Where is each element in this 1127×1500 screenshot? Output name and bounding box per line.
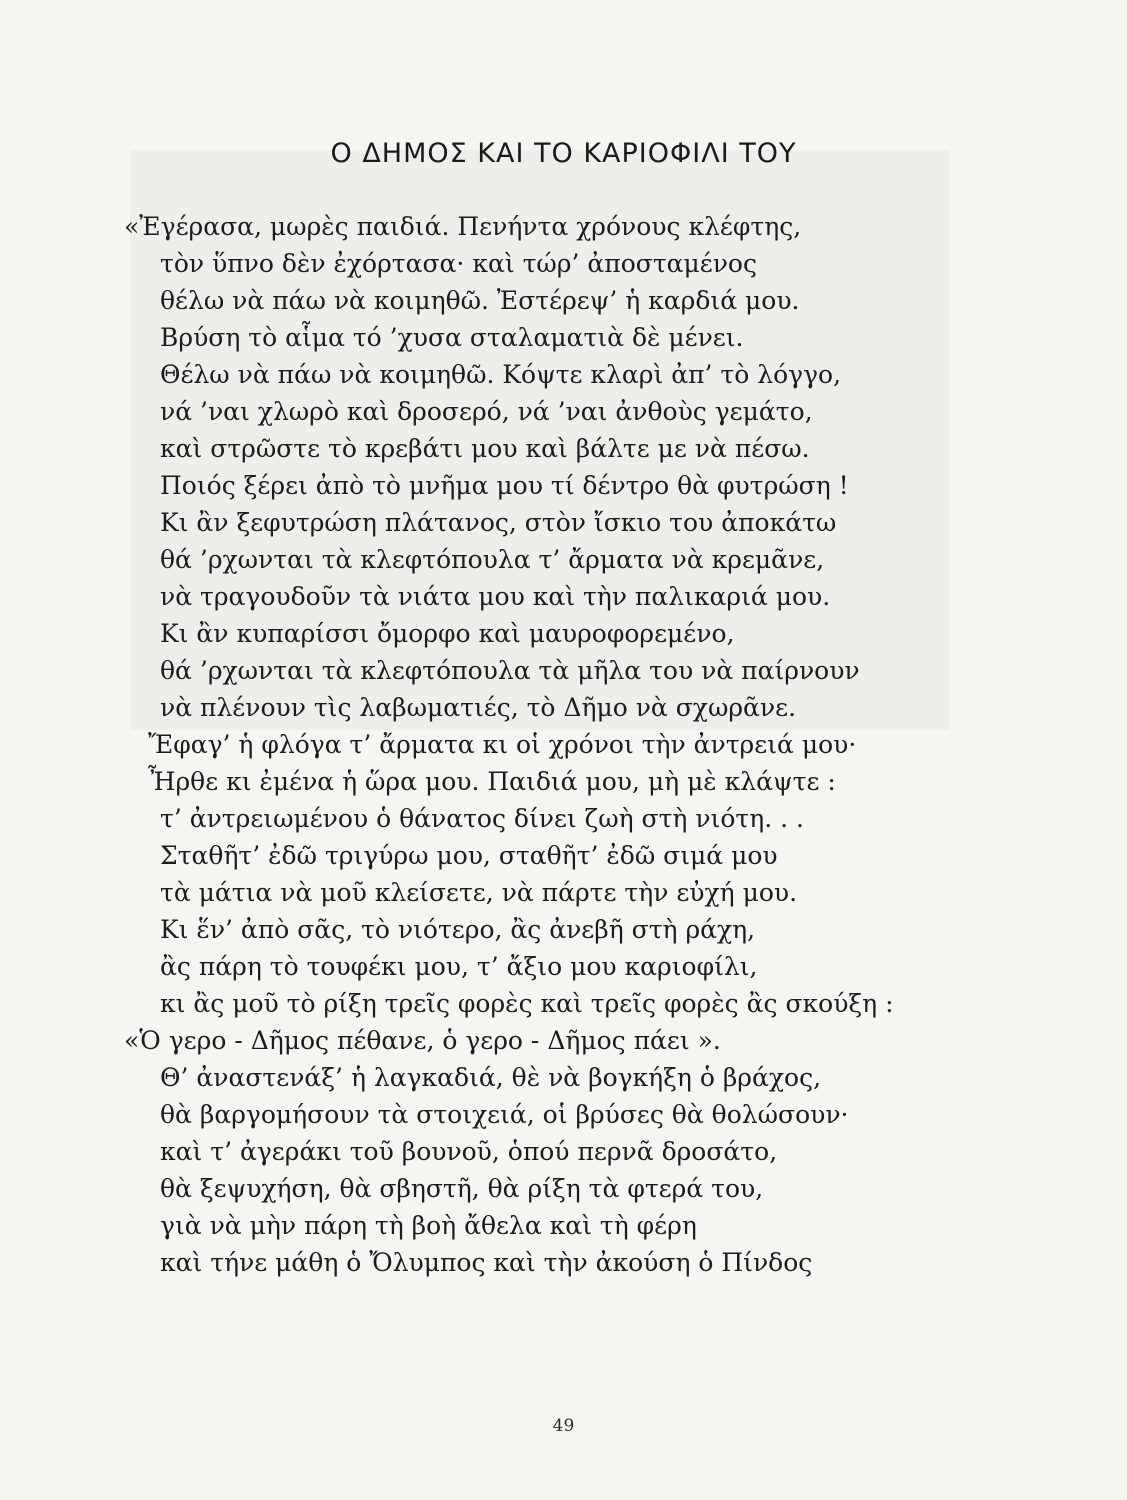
poem-line: τ’ ἀντρειωμένου ὁ θάνατος δίνει ζωὴ στὴ νιότη. . . xyxy=(160,804,804,833)
poem-line: «Ἐγέρασα, μωρὲς παιδιά. Πενήντα χρόνους κλέφτης, xyxy=(124,212,802,241)
poem-line: κι ἂς μοῦ τὸ ρίξη τρεῖς φορὲς καὶ τρεῖς φορὲς ἂς σκούξη : xyxy=(160,989,894,1018)
poem-line: τὰ μάτια νὰ μοῦ κλείσετε, νὰ πάρτε τὴν εὐχή μου. xyxy=(160,878,798,907)
poem-line: Σταθῆτ’ ἐδῶ τριγύρω μου, σταθῆτ’ ἐδῶ σιμά μου xyxy=(160,841,778,870)
poem-line: θὰ βαργομήσουν τὰ στοιχειά, οἱ βρύσες θὰ θολώσουν· xyxy=(160,1100,849,1129)
poem-line: καὶ στρῶστε τὸ κρεβάτι μου καὶ βάλτε με νὰ πέσω. xyxy=(160,434,810,463)
poem-line: γιὰ νὰ μὴν πάρη τὴ βοὴ ἄθελα καὶ τὴ φέρη xyxy=(160,1211,697,1240)
poem-line: καὶ τήνε μάθη ὁ Ὄλυμπος καὶ τὴν ἀκούση ὁ Πίνδος xyxy=(160,1248,813,1277)
poem-line: θέλω νὰ πάω νὰ κοιμηθῶ. Ἐστέρεψ’ ἡ καρδιά μου. xyxy=(160,286,800,315)
poem-line: ἂς πάρη τὸ τουφέκι μου, τ’ ἄξιο μου καριοφίλι, xyxy=(160,952,758,981)
poem-line: Θέλω νὰ πάω νὰ κοιμηθῶ. Κόψτε κλαρὶ ἀπ’ τὸ λόγγο, xyxy=(160,360,842,389)
poem-line: Κι ἕν’ ἀπὸ σᾶς, τὸ νιότερο, ἂς ἀνεβῆ στὴ ράχη, xyxy=(160,915,756,944)
page-number: 49 xyxy=(552,1416,575,1436)
poem-line: Ἔφαγ’ ἡ φλόγα τ’ ἄρματα κι οἱ χρόνοι τὴν ἀντρειά μου· xyxy=(148,730,857,759)
poem-line: Κι ἂν ξεφυτρώση πλάτανος, στὸν ἴσκιο του ἀποκάτω xyxy=(160,508,837,537)
poem-line: θά ’ρχωνται τὰ κλεφτόπουλα τὰ μῆλα του νὰ παίρνουν xyxy=(160,656,860,685)
poem-line: Ποιός ξέρει ἀπὸ τὸ μνῆμα μου τί δέντρο θὰ φυτρώση ! xyxy=(160,471,849,500)
poem-line: νά ’ναι χλωρὸ καὶ δροσερό, νά ’ναι ἀνθοὺς γεμάτο, xyxy=(160,397,813,426)
poem-title: Ο ΔΗΜΟΣ ΚΑΙ ΤΟ ΚΑΡΙΟΦΙΛΙ ΤΟΥ xyxy=(330,138,797,169)
poem-line: θὰ ξεψυχήση, θὰ σβηστῆ, θὰ ρίξη τὰ φτερά του, xyxy=(160,1174,764,1203)
poem-line: καὶ τ’ ἀγεράκι τοῦ βουνοῦ, ὁπού περνᾶ δροσάτο, xyxy=(160,1137,778,1166)
poem-line: Θ’ ἀναστενάξ’ ἡ λαγκαδιά, θὲ νὰ βογκήξη ὁ βράχος, xyxy=(160,1063,822,1092)
poem-line: «Ὁ γερο - Δῆμος πέθανε, ὁ γερο - Δῆμος πάει ». xyxy=(124,1026,721,1055)
poem-body xyxy=(0,208,1127,1281)
poem-line: νὰ τραγουδοῦν τὰ νιάτα μου καὶ τὴν παλικαριά μου. xyxy=(160,582,831,611)
poem-line: Βρύση τὸ αἷμα τό ’χυσα σταλαματιὰ δὲ μένει. xyxy=(160,323,744,352)
poem-line: θά ’ρχωνται τὰ κλεφτόπουλα τ’ ἄρματα νὰ κρεμᾶνε, xyxy=(160,545,825,574)
poem-line: Ἦρθε κι ἐμένα ἡ ὥρα μου. Παιδιά μου, μὴ μὲ κλάψτε : xyxy=(148,767,836,796)
poem-line: Κι ἂν κυπαρίσσι ὄμορφο καὶ μαυροφορεμένο, xyxy=(160,619,735,648)
poem-line: τὸν ὕπνο δὲν ἐχόρτασα· καὶ τώρ’ ἀποσταμένος xyxy=(160,249,757,278)
poem-line: νὰ πλένουν τὶς λαβωματιές, τὸ Δῆμο νὰ σχωρᾶνε. xyxy=(160,693,797,722)
